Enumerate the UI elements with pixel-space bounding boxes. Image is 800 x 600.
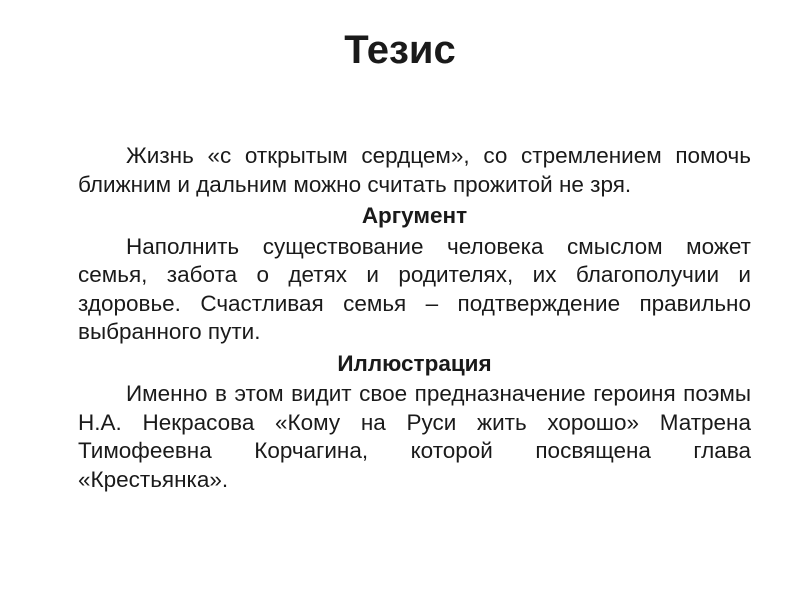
illustration-heading: Иллюстрация	[337, 350, 492, 376]
illustration-paragraph: Именно в этом видит свое предназначение героиня поэмы Н.А. Некрасова «Кому на Руси жить хорошо» Матрена Тимофеевна Корчагина, которой посвящена глава «Крестьянка».	[78, 381, 751, 492]
slide-content	[78, 142, 751, 494]
argument-paragraph: Наполнить существование человека смыслом может семья, забота о детях и родителях, их благополучии и здоровье. Счастливая семья – подтверждение правильно выбранного пути.	[78, 233, 751, 344]
argument-heading: Аргумент	[361, 203, 468, 228]
thesis-paragraph: Жизнь «с открытым сердцем», со стремлением помочь ближним и дальним можно считать прожитой не зря.	[78, 143, 751, 197]
slide-title: Тезис	[344, 28, 456, 72]
